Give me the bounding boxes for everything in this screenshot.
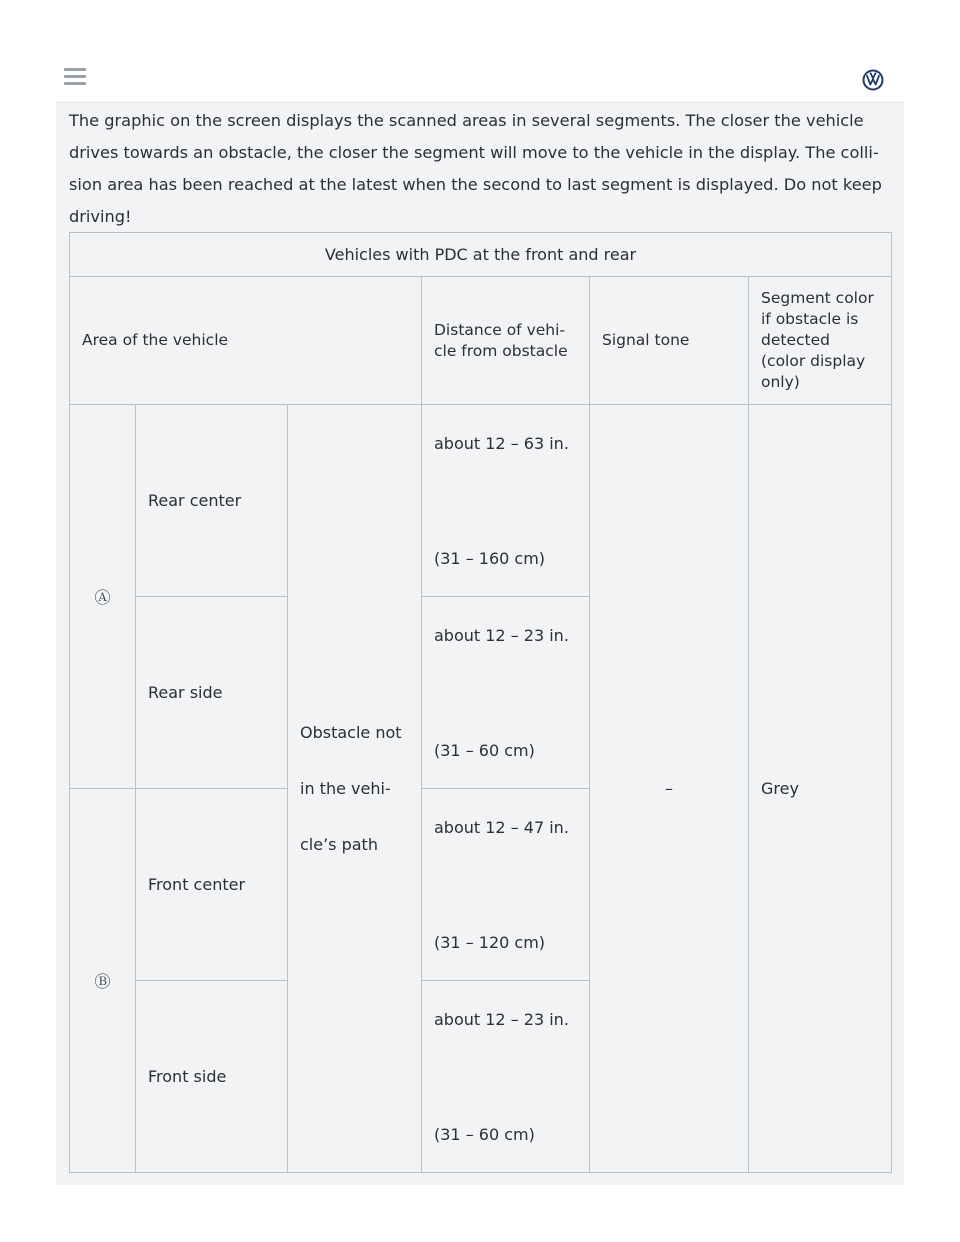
distance-cell	[422, 405, 590, 597]
segment-color-value: Grey	[749, 405, 892, 1173]
area-name-front-side: Front side	[136, 981, 288, 1173]
table-caption: Vehicles with PDC at the front and rear	[70, 233, 892, 277]
table-row	[70, 405, 892, 597]
distance-cell	[422, 981, 590, 1173]
pdc-table	[69, 232, 892, 1173]
top-bar	[56, 58, 904, 103]
distance-cm: (31 – 60 cm)	[434, 740, 535, 760]
content-panel	[56, 103, 904, 1185]
area-name-rear-center: Rear center	[136, 405, 288, 597]
header-segment-color: Segment color if obstacle is detected (color display only)	[749, 277, 892, 405]
distance-inches: about 12 – 63 in.	[434, 433, 569, 453]
header-distance: Distance of vehi- cle from obstacle	[422, 277, 590, 405]
distance-inches: about 12 – 47 in.	[434, 817, 569, 837]
header-signal-tone: Signal tone	[590, 277, 749, 405]
distance-cell	[422, 597, 590, 789]
area-name-rear-side: Rear side	[136, 597, 288, 789]
intro-paragraph: The graphic on the screen displays the scanned areas in several segments. The closer the vehicle drives towards an obstacle, the closer the segment will move to the vehicle in the display. The collision area has been reached at the latest when the second to last segment is displayed. Do not keep driving!	[69, 111, 882, 226]
obstacle-line-1: Obstacle not	[300, 722, 402, 742]
distance-cm: (31 – 160 cm)	[434, 548, 546, 568]
hamburger-menu-icon[interactable]	[64, 68, 86, 86]
distance-cm: (31 – 120 cm)	[434, 932, 546, 952]
area-label-a: Ⓐ	[70, 405, 136, 789]
vw-logo-icon[interactable]	[862, 69, 884, 91]
signal-tone-value: –	[590, 405, 749, 1173]
distance-inches: about 12 – 23 in.	[434, 1009, 569, 1029]
area-label-b: Ⓑ	[70, 789, 136, 1173]
obstacle-line-3: cle’s path	[300, 834, 378, 854]
distance-cell	[422, 789, 590, 981]
distance-cm: (31 – 60 cm)	[434, 1124, 535, 1144]
area-name-front-center: Front center	[136, 789, 288, 981]
obstacle-cell	[288, 405, 422, 1173]
header-area: Area of the vehicle	[70, 277, 422, 405]
obstacle-line-2: in the vehi-	[300, 778, 391, 798]
distance-inches: about 12 – 23 in.	[434, 625, 569, 645]
